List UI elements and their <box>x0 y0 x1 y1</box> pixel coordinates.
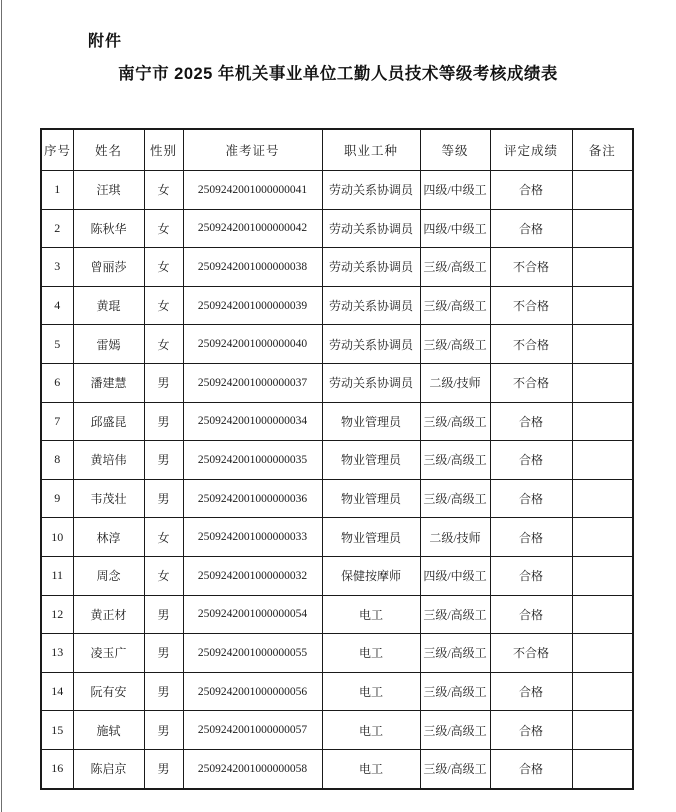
table-cell: 保健按摩师 <box>322 556 420 595</box>
table-row <box>41 441 633 480</box>
table-cell: 电工 <box>322 595 420 634</box>
table-cell: 不合格 <box>490 286 572 325</box>
table-cell: 2509242001000000041 <box>183 171 322 210</box>
table-cell <box>572 286 633 325</box>
table-cell: 三级/高级工 <box>420 402 490 441</box>
table-row <box>41 171 633 210</box>
table-cell: 物业管理员 <box>322 479 420 518</box>
attachment-label: 附件 <box>88 33 123 50</box>
table-cell: 女 <box>144 325 183 364</box>
table-cell: 2509242001000000057 <box>183 711 322 750</box>
table-row <box>41 325 633 364</box>
table-cell: 四级/中级工 <box>420 209 490 248</box>
table-cell: 女 <box>144 248 183 287</box>
table-cell: 2509242001000000032 <box>183 556 322 595</box>
table-body <box>41 171 633 789</box>
table-cell: 曾丽莎 <box>73 248 144 287</box>
table-cell: 男 <box>144 479 183 518</box>
table-cell: 合格 <box>490 672 572 711</box>
table-cell: 黄培伟 <box>73 441 144 480</box>
table-cell: 物业管理员 <box>322 518 420 557</box>
page-title: 南宁市 2025 年机关事业单位工勤人员技术等级考核成绩表 <box>118 65 558 83</box>
table-cell: 2509242001000000038 <box>183 248 322 287</box>
table-cell: 电工 <box>322 749 420 788</box>
table-cell: 三级/高级工 <box>420 595 490 634</box>
column-header-result: 评定成绩 <box>490 129 572 171</box>
table-cell: 4 <box>41 286 73 325</box>
table-row <box>41 286 633 325</box>
table-cell: 不合格 <box>490 325 572 364</box>
table-cell: 13 <box>41 634 73 673</box>
table-cell: 2509242001000000039 <box>183 286 322 325</box>
table-cell: 2509242001000000035 <box>183 441 322 480</box>
table-cell: 女 <box>144 518 183 557</box>
table-cell: 电工 <box>322 711 420 750</box>
table-row <box>41 209 633 248</box>
table-cell: 三级/高级工 <box>420 479 490 518</box>
table-cell: 7 <box>41 402 73 441</box>
table-cell: 女 <box>144 556 183 595</box>
table-cell: 四级/中级工 <box>420 171 490 210</box>
table-cell: 三级/高级工 <box>420 248 490 287</box>
table-cell: 2 <box>41 209 73 248</box>
table-cell: 凌玉广 <box>73 634 144 673</box>
table-cell: 四级/中级工 <box>420 556 490 595</box>
table-row <box>41 595 633 634</box>
table-cell: 劳动关系协调员 <box>322 248 420 287</box>
table-row <box>41 634 633 673</box>
table-cell: 14 <box>41 672 73 711</box>
table-cell: 雷嫣 <box>73 325 144 364</box>
table-cell: 合格 <box>490 556 572 595</box>
table-cell: 三级/高级工 <box>420 325 490 364</box>
table-cell: 5 <box>41 325 73 364</box>
column-header-level: 等级 <box>420 129 490 171</box>
table-cell <box>572 171 633 210</box>
table-cell: 2509242001000000037 <box>183 363 322 402</box>
table-cell <box>572 711 633 750</box>
table-cell: 女 <box>144 171 183 210</box>
column-header-gender: 性别 <box>144 129 183 171</box>
table-cell: 男 <box>144 672 183 711</box>
column-header-seq: 序号 <box>41 129 73 171</box>
table-cell: 3 <box>41 248 73 287</box>
table-cell: 男 <box>144 363 183 402</box>
table-cell: 11 <box>41 556 73 595</box>
table-cell: 二级/技师 <box>420 518 490 557</box>
table-cell: 邱盛昆 <box>73 402 144 441</box>
table-cell: 16 <box>41 749 73 788</box>
table-cell: 劳动关系协调员 <box>322 286 420 325</box>
table-cell: 物业管理员 <box>322 402 420 441</box>
column-header-exam-id: 准考证号 <box>183 129 322 171</box>
column-header-occupation: 职业工种 <box>322 129 420 171</box>
page-edge-line <box>1 0 2 812</box>
table-cell <box>572 363 633 402</box>
table-cell: 三级/高级工 <box>420 672 490 711</box>
table-cell: 韦茂壮 <box>73 479 144 518</box>
table-cell: 阮有安 <box>73 672 144 711</box>
table-cell <box>572 749 633 788</box>
table-cell: 男 <box>144 441 183 480</box>
table-cell: 2509242001000000056 <box>183 672 322 711</box>
table-cell: 劳动关系协调员 <box>322 171 420 210</box>
table-row <box>41 402 633 441</box>
table-cell: 1 <box>41 171 73 210</box>
table-cell <box>572 402 633 441</box>
table-cell: 合格 <box>490 479 572 518</box>
table-cell <box>572 595 633 634</box>
table-cell: 12 <box>41 595 73 634</box>
table-cell: 三级/高级工 <box>420 286 490 325</box>
table-cell: 汪琪 <box>73 171 144 210</box>
table-cell <box>572 441 633 480</box>
table-cell <box>572 672 633 711</box>
table-cell: 6 <box>41 363 73 402</box>
table-cell <box>572 479 633 518</box>
table-cell: 合格 <box>490 711 572 750</box>
table-cell: 2509242001000000055 <box>183 634 322 673</box>
table-cell: 男 <box>144 749 183 788</box>
results-table <box>40 128 634 790</box>
table-cell: 三级/高级工 <box>420 749 490 788</box>
table-cell: 周念 <box>73 556 144 595</box>
table-cell: 不合格 <box>490 248 572 287</box>
table-cell: 10 <box>41 518 73 557</box>
table-cell: 黄正材 <box>73 595 144 634</box>
table-cell: 合格 <box>490 518 572 557</box>
table-cell: 劳动关系协调员 <box>322 209 420 248</box>
table-cell: 陈秋华 <box>73 209 144 248</box>
table-cell <box>572 634 633 673</box>
table-cell: 合格 <box>490 595 572 634</box>
table-row <box>41 518 633 557</box>
table-row <box>41 363 633 402</box>
table-cell: 2509242001000000058 <box>183 749 322 788</box>
table-cell: 三级/高级工 <box>420 711 490 750</box>
table-cell: 劳动关系协调员 <box>322 325 420 364</box>
table-cell: 2509242001000000040 <box>183 325 322 364</box>
table-cell <box>572 556 633 595</box>
table-cell: 男 <box>144 711 183 750</box>
table-cell: 合格 <box>490 749 572 788</box>
table-cell: 2509242001000000042 <box>183 209 322 248</box>
table-cell: 三级/高级工 <box>420 634 490 673</box>
table-cell: 2509242001000000034 <box>183 402 322 441</box>
table-cell: 男 <box>144 402 183 441</box>
table-row <box>41 556 633 595</box>
table-row <box>41 749 633 788</box>
table-cell: 电工 <box>322 634 420 673</box>
table-cell <box>572 518 633 557</box>
table-cell: 二级/技师 <box>420 363 490 402</box>
table-cell: 合格 <box>490 441 572 480</box>
table-cell: 合格 <box>490 209 572 248</box>
table-cell: 劳动关系协调员 <box>322 363 420 402</box>
table-cell: 合格 <box>490 402 572 441</box>
table-cell: 林淳 <box>73 518 144 557</box>
table-cell: 不合格 <box>490 363 572 402</box>
table-cell: 女 <box>144 209 183 248</box>
table-cell: 8 <box>41 441 73 480</box>
table-cell: 2509242001000000054 <box>183 595 322 634</box>
table-cell: 男 <box>144 595 183 634</box>
table-row <box>41 248 633 287</box>
table-cell: 潘建慧 <box>73 363 144 402</box>
table-row <box>41 672 633 711</box>
table-cell: 不合格 <box>490 634 572 673</box>
table-header-row <box>41 129 633 171</box>
table-cell: 2509242001000000036 <box>183 479 322 518</box>
column-header-name: 姓名 <box>73 129 144 171</box>
table-row <box>41 479 633 518</box>
table-cell: 男 <box>144 634 183 673</box>
table-cell: 三级/高级工 <box>420 441 490 480</box>
table-cell: 女 <box>144 286 183 325</box>
table-cell: 黄琨 <box>73 286 144 325</box>
table-cell: 合格 <box>490 171 572 210</box>
table-cell: 陈启京 <box>73 749 144 788</box>
table-row <box>41 711 633 750</box>
table-cell <box>572 209 633 248</box>
table-cell: 物业管理员 <box>322 441 420 480</box>
table-cell <box>572 248 633 287</box>
table-cell: 9 <box>41 479 73 518</box>
table-cell <box>572 325 633 364</box>
column-header-remarks: 备注 <box>572 129 633 171</box>
table-cell: 电工 <box>322 672 420 711</box>
table-cell: 15 <box>41 711 73 750</box>
table-cell: 施轼 <box>73 711 144 750</box>
table-cell: 2509242001000000033 <box>183 518 322 557</box>
